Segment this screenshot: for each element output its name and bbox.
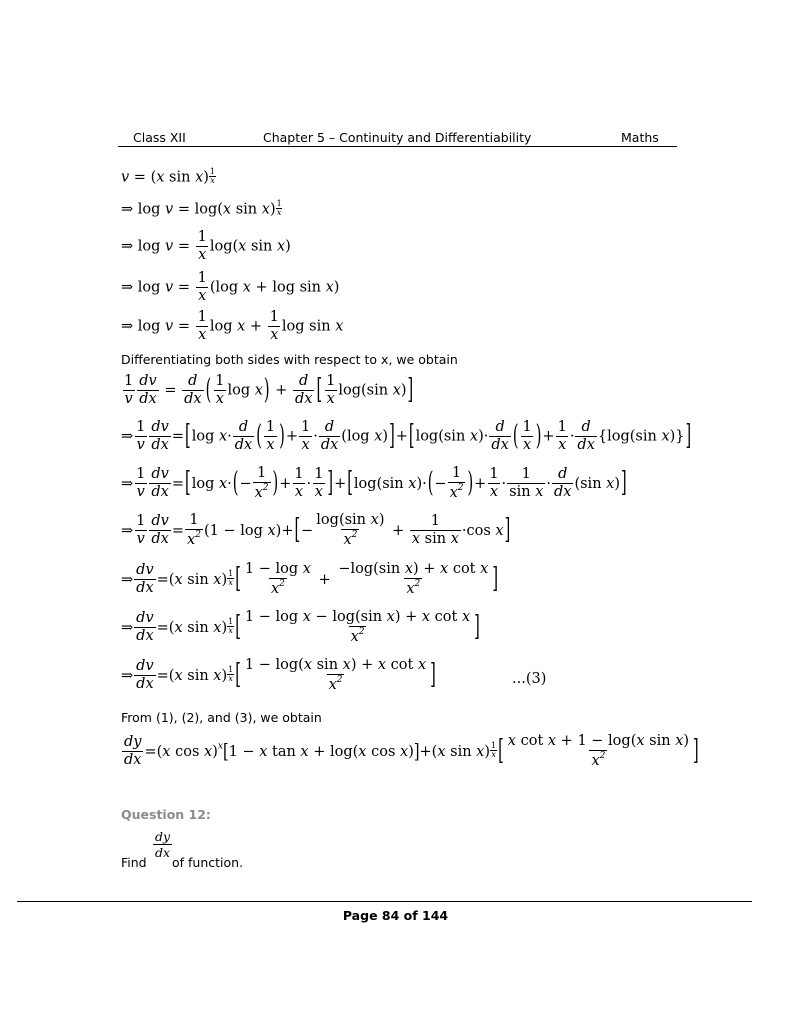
equation-line-10: ⇒ $\frac{dv}{dx}$ =(x sin x) $\frac{1}{x}$ [ $\frac{\text{1 − log x}}{x^2}$ + $\frac{\text{−log(sin x) + x cot x}}{x^2}$ ] [121, 561, 498, 598]
equation-line-6: $\frac{1}{v}$ $\frac{dv}{dx}$ = $\frac{d}{dx}$ ( $\frac{1}{x}$ log x) + $\frac{d}{dx}$ [ $\frac{1}{x}$ log(sin x)] [124, 373, 414, 408]
equation-line-11: ⇒ $\frac{dv}{dx}$ =(x sin x) $\frac{1}{x}$ [ $\frac{\text{1 − log x − log(sin x) + x cot x}}{x^2}$ ] [121, 609, 480, 646]
equation-line-7: ⇒ $\frac{1}{v}$ $\frac{dv}{dx}$ =[log x· $\frac{d}{dx}$ ( $\frac{1}{x}$ )+ $\frac{1}{x}$ · $\frac{d}{dx}$ (log x)]+[log(sin x)· $\frac{d}{dx}$ ( $\frac{1}{x}$ )+ $\frac{1}{x}$ · $\frac{d}{dx}$ {log(sin x)}] [121, 419, 692, 454]
equation-line-2: ⇒ log v = log(x sin x) $\frac{1}{x}$ [121, 199, 282, 218]
find-suffix: of function. [172, 855, 244, 870]
from-text: From (1), (2), and (3), we obtain [121, 710, 322, 725]
equation-line-12: ⇒ $\frac{dv}{dx}$ =(x sin x) $\frac{1}{x}$ [ $\frac{\text{1 − log(x sin x) + x cot x}}{x^2}$ ] [121, 657, 436, 694]
equation-final: $\frac{dy}{dx}$ =(x cos x)$^x$[1 − x tan x + log(x cos x)]+(x sin x) $\frac{1}{x}$ [ $\frac{\text{x cot x + 1 − log(x sin x)}}{x^2}$ ] [124, 733, 699, 770]
equation-line-1: v = (x sin x) $\frac{1}{x}$ [121, 167, 216, 186]
header-chapter: Chapter 5 – Continuity and Differentiability [263, 130, 532, 145]
header-divider [118, 146, 677, 147]
find-derivative: $\frac{dy}{dx}$ [155, 829, 171, 861]
find-prefix: Find [121, 855, 147, 870]
question-title: Question 12: [121, 807, 211, 822]
footer-divider [17, 901, 752, 902]
equation-line-8: ⇒ $\frac{1}{v}$ $\frac{dv}{dx}$ =[log x·(− $\frac{1}{x^2}$ )+ $\frac{1}{x}$ · $\frac{1}{x}$ ]+[log(sin x)·(− $\frac{1}{x^2}$ )+ $\frac{1}{x}$ · $\frac{1}{\text{sin x}}$ · $\frac{d}{dx}$ (sin x)] [121, 465, 627, 502]
header-subject: Maths [621, 130, 659, 145]
differentiating-text: Differentiating both sides with respect to x, we obtain [121, 352, 458, 367]
equation-line-5: ⇒ log v = $\frac{1}{x}$ log x + $\frac{1}{x}$ log sin x [121, 309, 344, 344]
equation-line-9: ⇒ $\frac{1}{v}$ $\frac{dv}{dx}$ = $\frac{1}{x^2}$ (1 − log x)+[− $\frac{\text{log(sin x)}}{x^2}$ + $\frac{1}{\text{x sin x}}$ ·cos x] [121, 512, 511, 549]
equation-tag: ...(3) [512, 671, 547, 687]
equation-line-3: ⇒ log v = $\frac{1}{x}$ log(x sin x) [121, 229, 291, 264]
equation-line-4: ⇒ log v = $\frac{1}{x}$ (log x + log sin x) [121, 270, 340, 305]
header-class: Class XII [133, 130, 186, 145]
page-number: Page 84 of 144 [342, 908, 449, 923]
